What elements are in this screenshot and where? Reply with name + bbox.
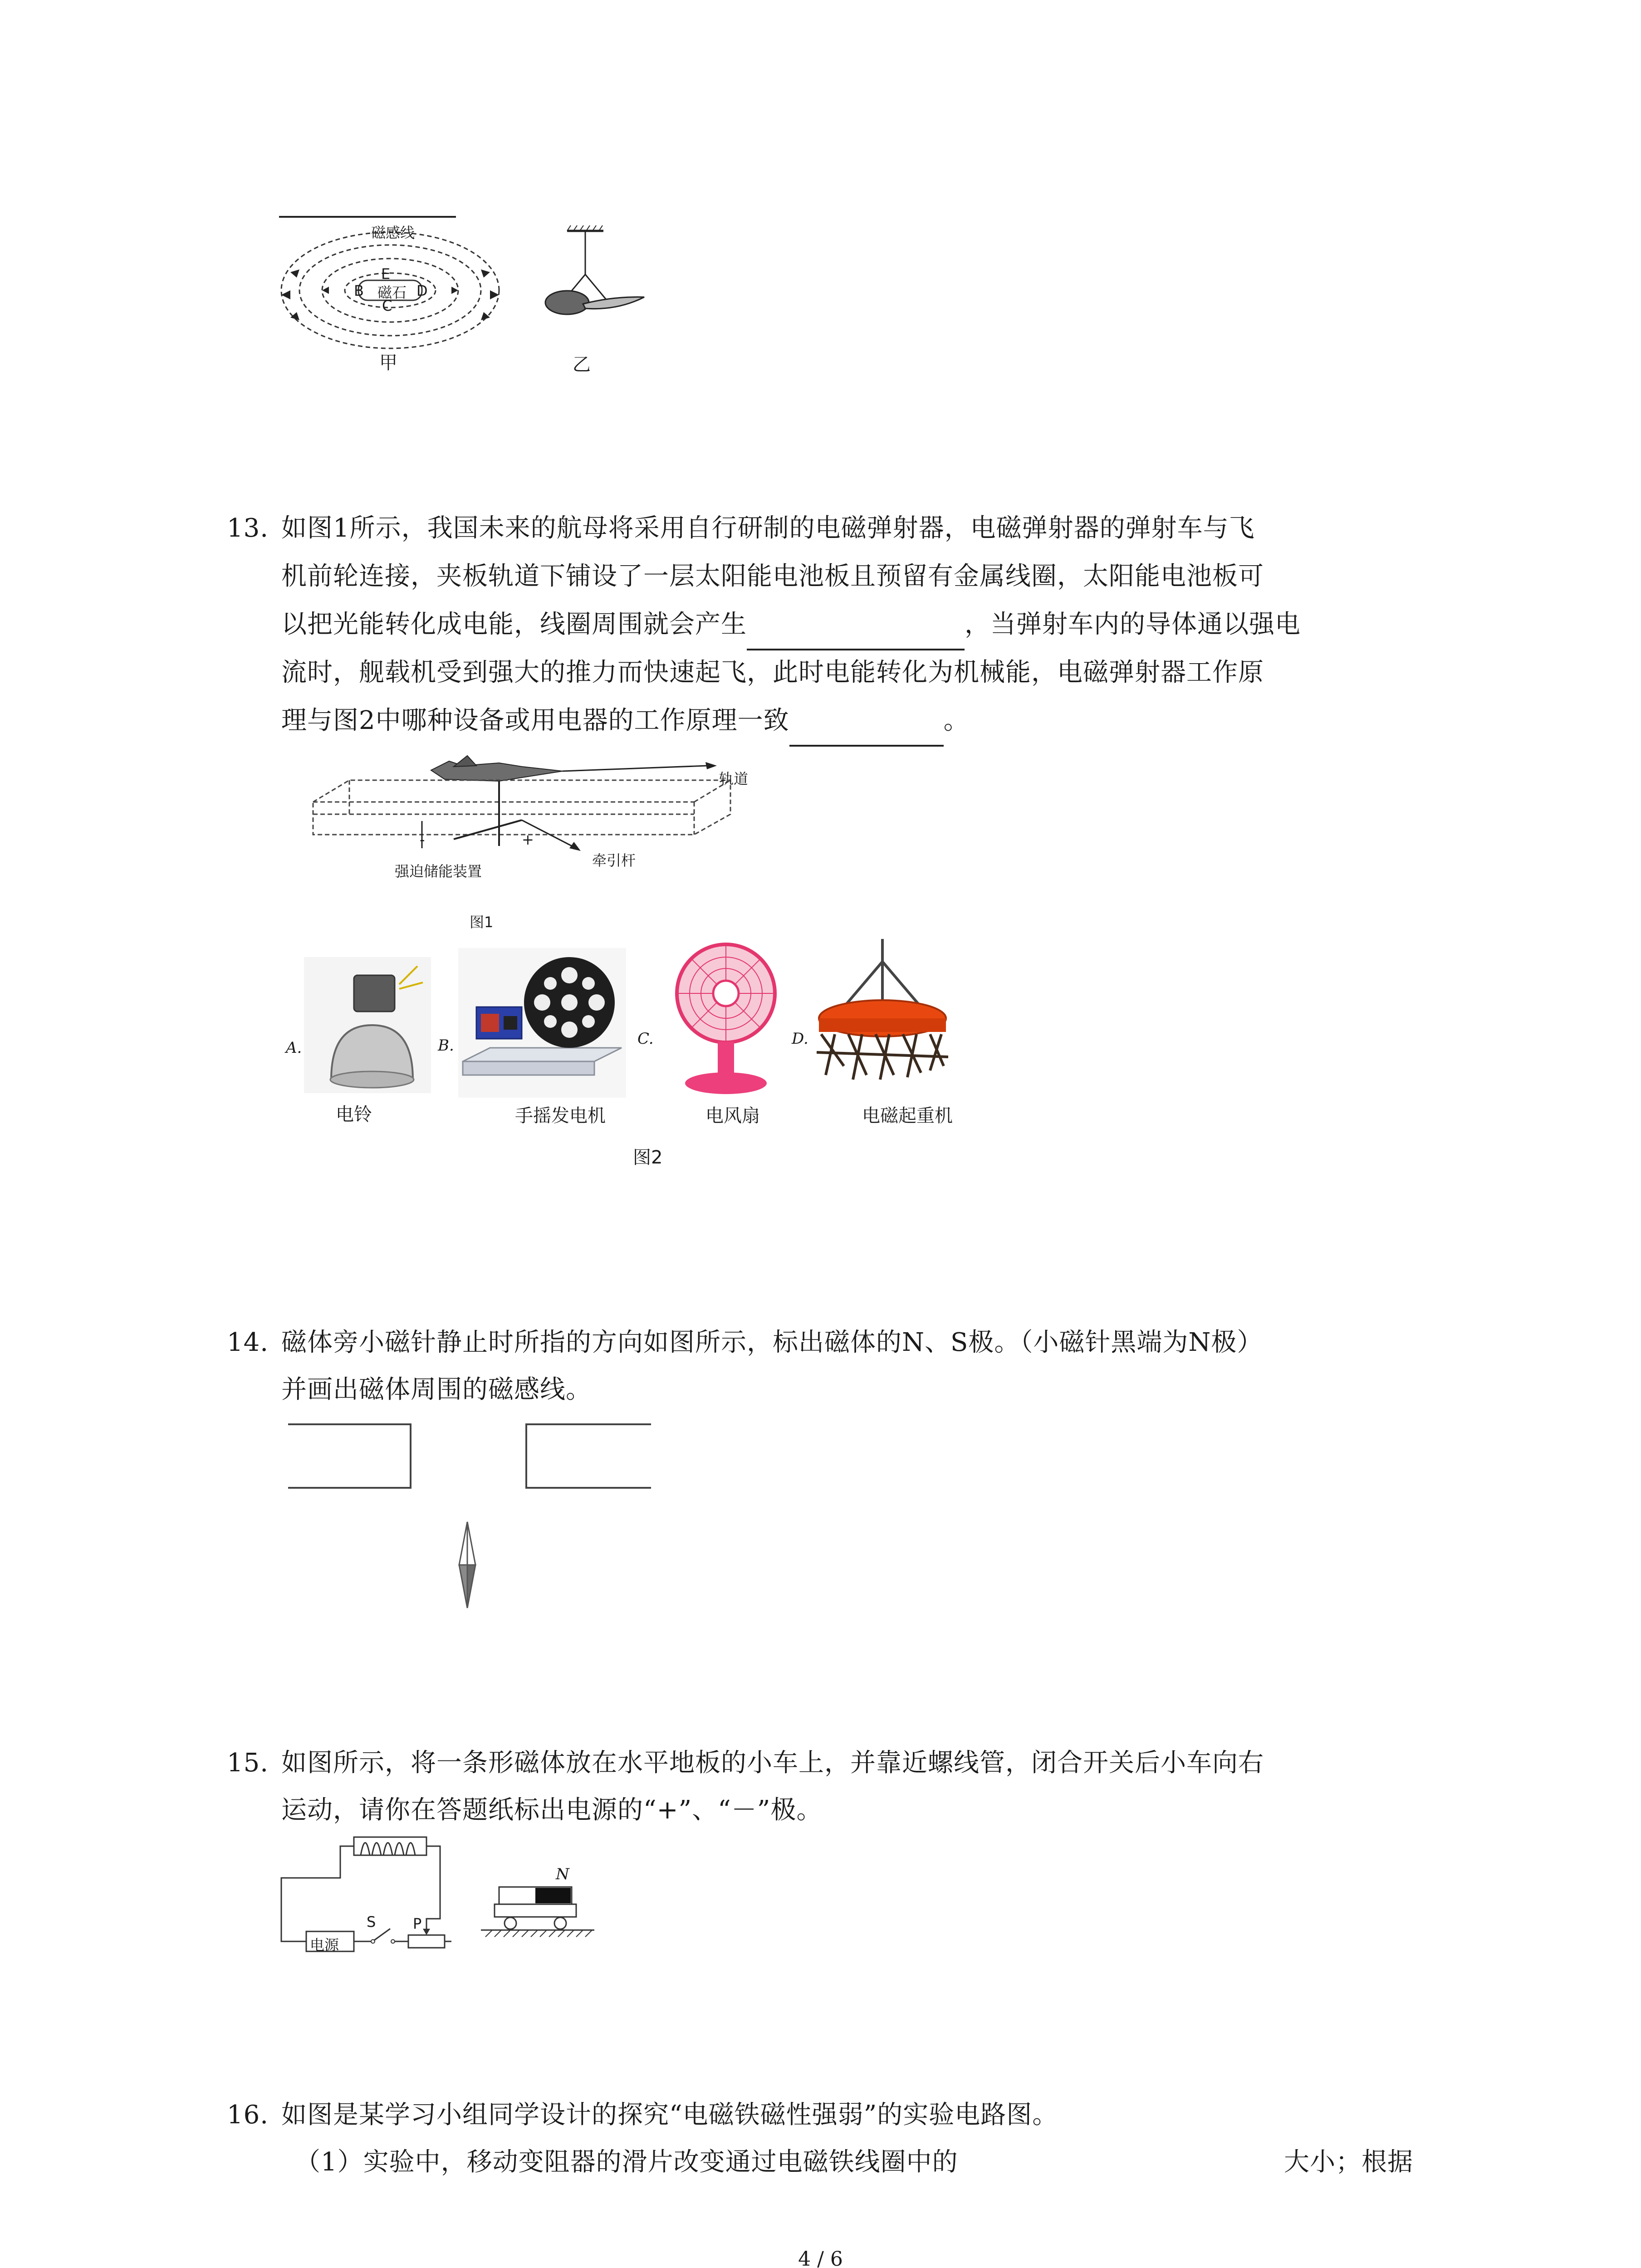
point-d: D (416, 282, 428, 299)
question-number: 15. (227, 1748, 269, 1778)
question-text-line: 如图所示，将一条形磁体放在水平地板的小车上，并靠近螺线管，闭合开关后小车向右 (281, 1748, 1264, 1778)
option-name: 电铃 (336, 1104, 372, 1125)
n-pole-label: N (556, 1865, 569, 1883)
point-c: C (382, 297, 392, 314)
magnets-and-needle-diagram (281, 1420, 653, 1610)
question-text-line: 如图是某学习小组同学设计的探究“电磁铁磁性强弱”的实验电路图。 (281, 2100, 1058, 2130)
device-label: 强迫储能装置 (395, 863, 482, 880)
option-name: 电磁起重机 (862, 1105, 953, 1126)
power-label: 电源 (310, 1936, 339, 1954)
electric-fan-image (667, 939, 785, 1098)
option-letter: A. (286, 1039, 302, 1057)
option-name: 手摇发电机 (515, 1105, 606, 1126)
question-text-line: 理与图2中哪种设备或用电器的工作原理一致 (281, 706, 789, 735)
question-text-line: 如图1所示，我国未来的航母将采用自行研制的电磁弹射器，电磁弹射器的弹射车与飞 (281, 513, 1255, 543)
page-number: 4 / 6 (798, 2248, 843, 2268)
question-number: 13. (227, 513, 269, 543)
question-text-line: 运动，请你在答题纸标出电源的“+”、“－”极。 (281, 1795, 823, 1825)
option-letter: D. (792, 1030, 808, 1048)
point-e: E (381, 265, 391, 283)
plus-label: + (522, 831, 534, 848)
question-text-line: 机前轮连接，夹板轨道下铺设了一层太阳能电池板且预留有金属线圈，太阳能电池板可 (281, 562, 1264, 591)
question-text-line: 大小；根据 (1284, 2147, 1413, 2177)
rod-label: 牵引杆 (592, 852, 636, 869)
hand-generator-image (458, 948, 626, 1098)
question-text-line: 流时，舰载机受到强大的推力而快速起飞，此时电能转化为机械能，电磁弹射器工作原 (281, 658, 1264, 687)
spoon-compass-diagram (535, 225, 653, 342)
switch-label: S (367, 1913, 376, 1931)
question-text-line: 并画出磁体周围的磁感线。 (281, 1375, 592, 1404)
question-text-line: 以把光能转化成电能，线圈周围就会产生 (281, 610, 747, 639)
answer-blank[interactable] (789, 697, 944, 747)
fig1-caption: 图1 (470, 914, 494, 931)
question-text-line: 磁体旁小磁针静止时所指的方向如图所示，标出磁体的N、S极。（小磁针黑端为N极） (281, 1328, 1263, 1357)
track-label: 轨道 (719, 770, 749, 787)
option-name: 电风扇 (705, 1105, 760, 1126)
fig2-caption: 图2 (633, 1147, 663, 1168)
option-letter: B. (438, 1036, 454, 1055)
question-text-line: 。 (943, 706, 970, 735)
magnet-label: 磁石 (377, 284, 407, 301)
fig-jia-label: 甲 (379, 352, 397, 373)
minus-label: - (420, 831, 425, 848)
question-text-line: ，当弹射车内的导体通以强电 (965, 610, 1301, 639)
answer-blank[interactable] (747, 601, 965, 650)
rheostat-p-label: P (413, 1915, 422, 1932)
question-number: 14. (227, 1328, 269, 1357)
electric-bell-image (304, 957, 431, 1093)
question-text-line: （1）实验中，移动变阻器的滑片改变通过电磁铁线圈中的 (295, 2147, 958, 2177)
magnet-line-label: 磁感线 (371, 224, 415, 241)
option-letter: C. (637, 1030, 654, 1048)
fig-yi-label: 乙 (573, 354, 591, 375)
point-b: B (354, 282, 364, 299)
question-number: 16. (227, 2100, 269, 2130)
electromagnetic-crane-image (808, 939, 957, 1098)
